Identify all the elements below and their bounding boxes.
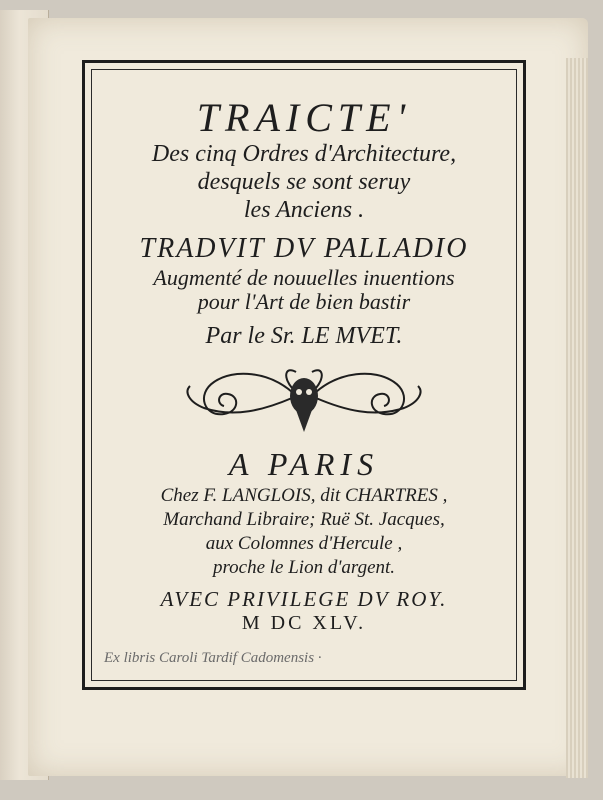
book-title: TRAICTE' [196, 95, 412, 140]
imprint-line: Chez F. LANGLOIS, dit CHARTRES , [160, 485, 448, 506]
augment-line: Augmenté de nouuelles inuentions [153, 265, 455, 290]
ex-libris-inscription: Ex libris Caroli Tardif Cadomensis · [104, 650, 322, 666]
publication-year: M DC XLV. [241, 612, 367, 634]
place-of-publication: A PARIS [228, 446, 380, 482]
author-line: Par le Sr. LE MVET. [205, 323, 403, 349]
imprint-line: aux Colomnes d'Hercule , [205, 533, 403, 554]
ram-skull-scroll-ornament-icon [174, 362, 434, 434]
subtitle-line: Des cinq Ordres d'Architecture, [151, 141, 457, 167]
subtitle-line: les Anciens . [243, 197, 365, 223]
title-page-text [92, 70, 516, 634]
page-stack-edge [566, 58, 588, 778]
subtitle-line: desquels se sont seruy [197, 169, 411, 195]
engraved-border [82, 60, 526, 690]
engraved-border-inner [91, 69, 517, 681]
augment-line: pour l'Art de bien bastir [197, 289, 411, 314]
imprint-line: Marchand Libraire; Ruë St. Jacques, [163, 509, 445, 530]
royal-privilege: AVEC PRIVILEGE DV ROY. [160, 587, 448, 611]
imprint-line: proche le Lion d'argent. [212, 557, 396, 578]
translation-credit: TRADVIT DV PALLADIO [139, 233, 469, 264]
